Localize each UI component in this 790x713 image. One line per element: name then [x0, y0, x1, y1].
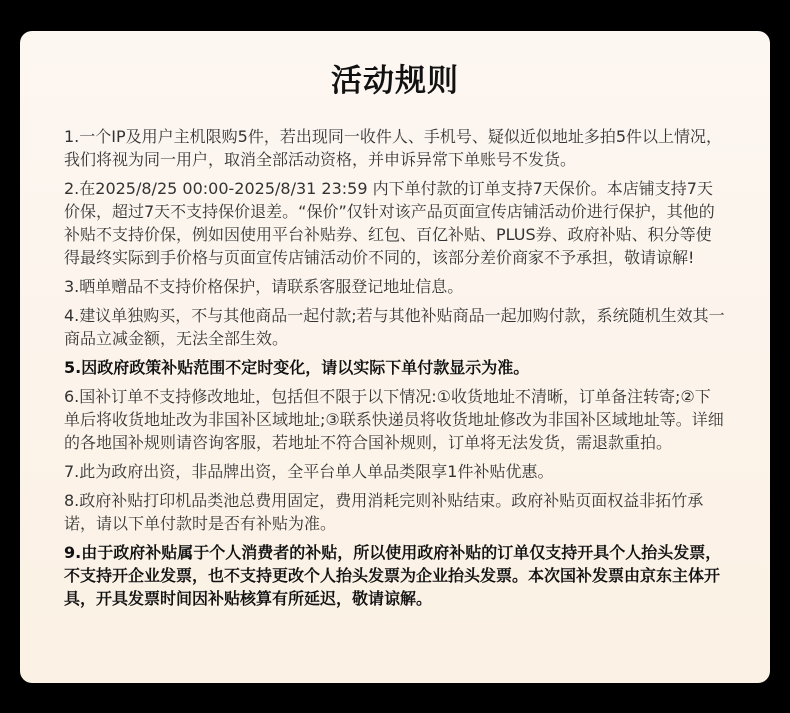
rule-item-7: 7.此为政府出资，非品牌出资，全平台单人单品类限享1件补贴优惠。 — [64, 462, 554, 481]
rule-item-1: 1.一个IP及用户主机限购5件，若出现同一收件人、手机号、疑似近似地址多拍5件以上情况，我们将视为同一用户，取消全部活动资格，并申诉异常下单账号不发货。 — [64, 127, 722, 169]
page-title: 活动规则 — [331, 63, 459, 99]
rule-item-4: 4.建议单独购买，不与其他商品一起付款;若与其他补贴商品一起加购付款，系统随机生效其一商品立减金额，无法全部生效。 — [64, 306, 725, 348]
rules-list — [64, 125, 726, 610]
rule-item-9: 9.由于政府补贴属于个人消费者的补贴，所以使用政府补贴的订单仅支持开具个人抬头发票，不支持开企业发票，也不支持更改个人抬头发票为企业抬头发票。本次国补发票由京东主体开具，开具发票时间因补贴核算有所延迟，敬请谅解。 — [64, 543, 722, 608]
rule-item-3: 3.晒单赠品不支持价格保护，请联系客服登记地址信息。 — [64, 277, 464, 296]
rule-item-6: 6.国补订单不支持修改地址，包括但不限于以下情况:①收货地址不清晰，订单备注转寄;②下单后将收货地址改为非国补区域地址;③联系快递员将收货地址修改为非国补区域地址等。详细的各地国补规则请咨询客服，若地址不符合国补规则，订单将无法发货，需退款重拍。 — [64, 387, 724, 452]
rule-item-2: 2.在2025/8/25 00:00-2025/8/31 23:59 内下单付款的订单支持7天保价。本店铺支持7天价保，超过7天不支持保价退差。“保价”仅针对该产品页面宣传店铺活动价进行保护，其他的补贴不支持价保，例如因使用平台补贴券、红包、百亿补贴、PLUS券、政府补贴、积分等使得最终实际到手价格与页面宣传店铺活动价不同的，该部分差价商家不予承担，敬请谅解! — [64, 179, 715, 267]
rules-card — [20, 31, 770, 683]
rule-item-5: 5.因政府政策补贴范围不定时变化，请以实际下单付款显示为准。 — [64, 358, 530, 377]
rule-item-8: 8.政府补贴打印机品类池总费用固定，费用消耗完则补贴结束。政府补贴页面权益非拓竹承诺，请以下单付款时是否有补贴为准。 — [64, 491, 704, 533]
